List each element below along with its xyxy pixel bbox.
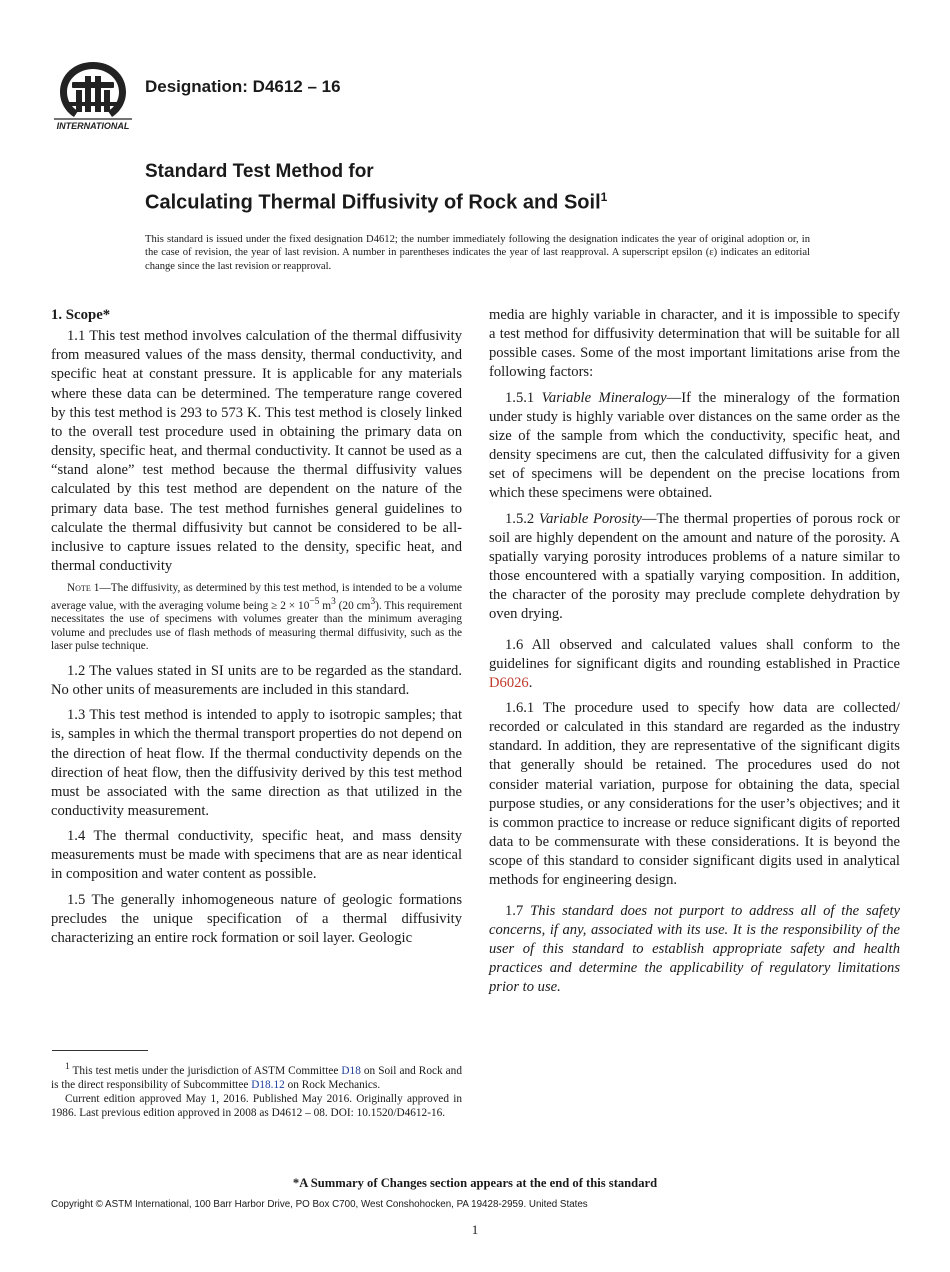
subheading-variable-porosity: Variable Porosity <box>538 510 642 527</box>
note-label: Note 1 <box>67 582 100 595</box>
footnote-1-jurisdiction: $^1$ This test metis under the jurisdiction of ASTM Committee D18 on Soil and Rock and is the direct responsibility of Subcommittee D18.12 on Rock Mechanics. <box>51 1062 462 1091</box>
right-column <box>489 306 900 1003</box>
document-title <box>145 160 905 216</box>
title-footnote-mark[interactable]: 1 <box>600 190 608 204</box>
paragraph-1-6-1: 1.6.1 The procedure used to specify how data are collected/ recorded or calculated in this standard are regarded as the industry standard. In addition, they are representative of the significant digits that generally should be retained. The procedures used do not consider material variation, purpose for obtaining the data, special purpose studies, or any considerations for the user’s objectives; and it is common practice to increase or reduce significant digits of reported data to be commensurate with these considerations. It is beyond the scope of this standard to consider significant digits used in analytical methods for engineering design. <box>489 699 900 889</box>
astm-logo <box>52 58 134 132</box>
link-d18[interactable]: D18 <box>341 1064 361 1077</box>
copyright-line: Copyright © ASTM International, 100 Barr Harbor Drive, PO Box C700, West Conshohocken, PA 19428-2959. United States <box>51 1199 588 1210</box>
link-d18-12[interactable]: D18.12 <box>251 1078 285 1091</box>
link-d6026[interactable]: D6026 <box>489 674 529 691</box>
paragraph-1-5-1: 1.5.1 Variable Mineralogy—If the mineralogy of the formation under study is highly variable over distances on the same order as the size of the sample from which the conductivity, specific heat, and density specimens are cut, then the calculated diffusivity for a given set of specimens will be dependent on the precise locations from which these specimens were obtained. <box>489 389 900 502</box>
designation: Designation: D4612 – 16 <box>145 77 341 96</box>
astm-logo-icon <box>52 58 134 132</box>
paragraph-1-4: 1.4 The thermal conductivity, specific heat, and mass density measurements must be made with specimens that are as near identical in composition and water content as possible. <box>51 828 462 883</box>
paragraph-1-5-continued: media are highly variable in character, and it is impossible to specify a test method for diffusivity determination that will be suitable for all possible cases. Some of the most important limitations arise from the following factors: <box>489 307 900 381</box>
page-number: 1 <box>471 1222 479 1237</box>
left-column <box>51 306 462 954</box>
summary-of-changes-notice: *A Summary of Changes section appears at the end of this standard <box>292 1176 658 1190</box>
paragraph-1-1: 1.1 This test method involves calculation of the thermal diffusivity from measured values of the mass density, thermal conductivity, and specific heat at constant pressure. It is applicable for any materials where these data can be determined. The temperature range covered by this test method is 293 to 573 K. This test method is closely linked to the overall test procedure used in obtaining the primary data on density, specific heat, and thermal conductivity. It cannot be used as a “stand alone” test method because the thermal diffusivity values calculated by this test method are dependent on the nature of the primary data base. The test method furnishes general guidelines to calculate the thermal diffusivity but cannot be considered to be all-inclusive to capture issues related to the density, specific heat, and thermal conductivity <box>51 328 462 575</box>
footnote-1-edition: Current edition approved May 1, 2016. Published May 2016. Originally approved in 1986. Last previous edition approved in 2008 as D4612 – 08. DOI: 10.1520/D4612-16. <box>51 1092 462 1119</box>
paragraph-1-2: 1.2 The values stated in SI units are to be regarded as the standard. No other units of measurements are included in this standard. <box>51 662 462 699</box>
paragraph-1-6: 1.6 All observed and calculated values shall conform to the guidelines for significant digits and rounding established in Practice D6026. <box>489 636 900 691</box>
title-line-1: Standard Test Method for <box>145 161 374 182</box>
title-line-2: Calculating Thermal Diffusivity of Rock and Soil$^1$ <box>145 190 608 214</box>
footnote-rule <box>52 1050 148 1051</box>
paragraph-1-3: 1.3 This test method is intended to apply to isotropic samples; that is, samples in which the thermal transport properties do not depend on the direction of heat flow. If the thermal conductivity depends on the direction of heat flow, then the diffusivity derived by this test method must be associated with the same direction as that utilized in the conductivity measurement. <box>51 707 462 820</box>
issuance-note: This standard is issued under the fixed designation D4612; the number immediately following the designation indicates the year of original adoption or, in the case of revision, the year of last revision. A number in parentheses indicates the year of last reapproval. A superscript epsilon (ε) indicates an editorial change since the last revision or reapproval. <box>145 234 810 272</box>
paragraph-1-7: 1.7 This standard does not purport to address all of the safety concerns, if any, associated with its use. It is the responsibility of the user of this standard to establish appropriate safety and health practices and determine the applicability of regulatory limitations prior to use. <box>489 902 900 996</box>
paragraph-1-5: 1.5 The generally inhomogeneous nature of geologic formations precludes the unique specification of a thermal diffusivity characterizing an entire rock formation or soil layer. Geologic <box>51 891 462 946</box>
paragraph-1-5-2: 1.5.2 Variable Porosity—The thermal properties of porous rock or soil are highly dependent on the amount and nature of the porosity. A spatially varying porosity introduces problems of a nature similar to those encountered with a spatially varying composition. In addition, the character of the porosity may preclude complete dehydration by oven drying. <box>489 510 900 623</box>
footnote <box>51 1060 462 1120</box>
section-heading-scope: 1. Scope* <box>51 307 111 323</box>
subheading-variable-mineralogy: Variable Mineralogy <box>541 389 667 406</box>
note-1: Note 1—The diffusivity, as determined by this test method, is intended to be a volume average value, with the averaging volume being ≥ $2 \times 10^{-5}$ $m^3$ (20 $cm^3$). This requirement necessitates the use of specimens with volumes greater than the minimum averaging volume and precludes use of flash methods of measuring thermal diffusivity, such as the laser pulse technique. <box>51 582 462 653</box>
svg-text:INTERNATIONAL: INTERNATIONAL <box>56 121 130 131</box>
